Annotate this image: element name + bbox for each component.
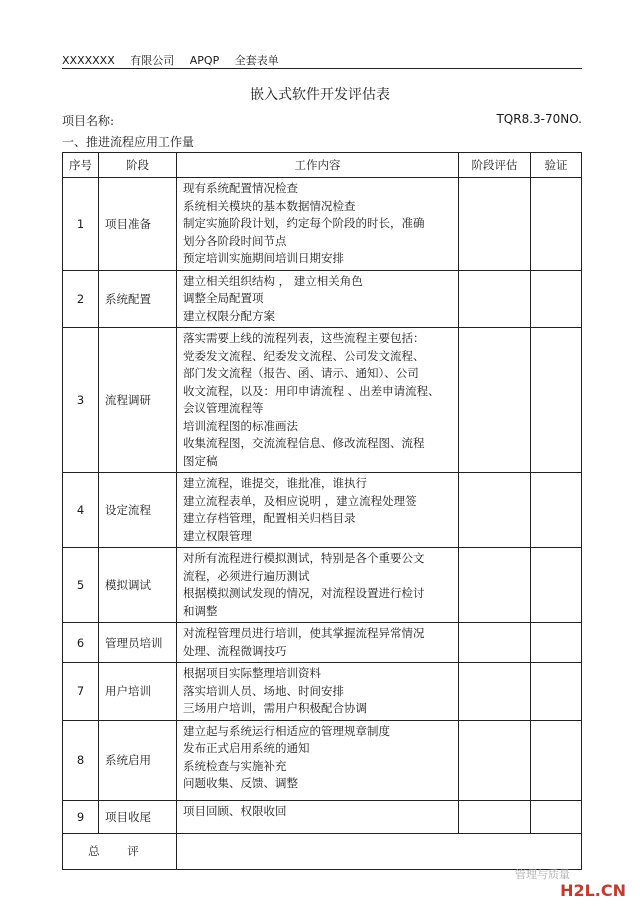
row-evaluation-cell[interactable] bbox=[459, 178, 531, 271]
content-line: 建立相关组织结构 ， 建立相关角色 bbox=[183, 273, 363, 288]
row-verification-cell[interactable] bbox=[531, 623, 582, 663]
header-divider bbox=[62, 68, 582, 69]
watermark-site: H2L.CN bbox=[560, 881, 626, 900]
row-number: 7 bbox=[63, 663, 99, 721]
form-code: TQR8.3-70NO. bbox=[496, 112, 582, 126]
content-line: 落实培训人员、场地、时间安排 bbox=[183, 683, 344, 698]
content-line: 建立流程，谁提交，谁批准，谁执行 bbox=[183, 476, 367, 490]
row-number: 2 bbox=[63, 270, 99, 328]
row-verification-cell[interactable] bbox=[531, 178, 582, 271]
row-stage: 模拟调试 bbox=[99, 548, 177, 623]
row-number: 3 bbox=[63, 328, 99, 473]
company-suffix: 有限公司 bbox=[130, 54, 175, 67]
content-line: 党委发文流程、纪委发文流程、公司发文流程、 bbox=[183, 348, 425, 363]
row-content bbox=[177, 548, 459, 623]
content-line: 图定稿 bbox=[183, 453, 218, 468]
content-line: 建立权限管理 bbox=[183, 528, 252, 543]
watermark-text: 管理与质量 bbox=[515, 868, 570, 881]
table-row bbox=[63, 800, 582, 833]
content-line: 现有系统配置情况检查 bbox=[183, 181, 298, 195]
row-evaluation-cell[interactable] bbox=[459, 800, 531, 833]
table-row bbox=[63, 270, 582, 328]
content-line: 会议管理流程等 bbox=[183, 401, 264, 415]
summary-label: 总 评 bbox=[63, 833, 177, 869]
document-title: 嵌入式软件开发评估表 bbox=[250, 87, 390, 103]
content-line: 建立起与系统运行相适应的管理规章制度 bbox=[183, 723, 390, 738]
content-line: 培训流程图的标准画法 bbox=[183, 418, 298, 433]
row-stage: 项目准备 bbox=[99, 178, 177, 271]
row-verification-cell[interactable] bbox=[531, 328, 582, 473]
content-line: 对所有流程进行模拟测试，特别是各个重要公文 bbox=[183, 551, 425, 565]
row-content bbox=[177, 623, 459, 663]
col-header-evaluation: 阶段评估 bbox=[459, 153, 531, 178]
col-header-verification: 验证 bbox=[531, 153, 582, 178]
row-verification-cell[interactable] bbox=[531, 548, 582, 623]
row-verification-cell[interactable] bbox=[531, 720, 582, 800]
content-line: 三场用户培训，需用户积极配合协调 bbox=[183, 701, 367, 715]
content-line: 收集流程图，交流流程信息、修改流程图、流程 bbox=[183, 436, 425, 450]
table-row bbox=[63, 178, 582, 271]
content-line: 和调整 bbox=[183, 603, 218, 618]
page-header bbox=[62, 52, 582, 68]
content-line: 系统检查与实施补充 bbox=[183, 758, 287, 773]
row-stage: 系统配置 bbox=[99, 270, 177, 328]
content-line: 处理、流程微调技巧 bbox=[183, 643, 287, 658]
row-number: 1 bbox=[63, 178, 99, 271]
row-verification-cell[interactable] bbox=[531, 800, 582, 833]
row-stage: 用户培训 bbox=[99, 663, 177, 721]
table-row bbox=[63, 663, 582, 721]
row-content bbox=[177, 328, 459, 473]
content-line: 项目回顾、权限收回 bbox=[183, 803, 287, 818]
row-stage: 项目收尾 bbox=[99, 800, 177, 833]
summary-cell[interactable] bbox=[177, 833, 582, 869]
content-line: 流程，必须进行遍历测试 bbox=[183, 568, 310, 583]
row-content bbox=[177, 720, 459, 800]
row-content bbox=[177, 663, 459, 721]
row-number: 5 bbox=[63, 548, 99, 623]
row-evaluation-cell[interactable] bbox=[459, 720, 531, 800]
row-content bbox=[177, 270, 459, 328]
row-evaluation-cell[interactable] bbox=[459, 548, 531, 623]
row-evaluation-cell[interactable] bbox=[459, 623, 531, 663]
row-stage: 系统启用 bbox=[99, 720, 177, 800]
row-evaluation-cell[interactable] bbox=[459, 473, 531, 548]
row-verification-cell[interactable] bbox=[531, 473, 582, 548]
content-line: 系统相关模块的基本数据情况检查 bbox=[183, 198, 356, 213]
apqp-label: APQP bbox=[189, 54, 220, 67]
table-row bbox=[63, 623, 582, 663]
col-header-stage: 阶段 bbox=[99, 153, 177, 178]
row-evaluation-cell[interactable] bbox=[459, 663, 531, 721]
table-row bbox=[63, 720, 582, 800]
content-line: 划分各阶段时间节点 bbox=[183, 233, 287, 248]
row-stage: 流程调研 bbox=[99, 328, 177, 473]
content-line: 建立存档管理，配置相关归档目录 bbox=[183, 511, 356, 525]
row-verification-cell[interactable] bbox=[531, 270, 582, 328]
row-number: 6 bbox=[63, 623, 99, 663]
section-heading: 一、推进流程应用工作量 bbox=[62, 135, 195, 149]
col-header-no: 序号 bbox=[63, 153, 99, 178]
table-row bbox=[63, 548, 582, 623]
row-evaluation-cell[interactable] bbox=[459, 328, 531, 473]
evaluation-table bbox=[62, 152, 582, 870]
content-line: 建立权限分配方案 bbox=[183, 308, 275, 323]
project-name-label: 项目名称: bbox=[62, 114, 115, 128]
content-line: 调整全局配置项 bbox=[183, 291, 264, 305]
content-line: 预定培训实施期间培训日期安排 bbox=[183, 251, 344, 265]
row-stage: 管理员培训 bbox=[99, 623, 177, 663]
row-content bbox=[177, 800, 459, 833]
row-stage: 设定流程 bbox=[99, 473, 177, 548]
table-header-row bbox=[63, 153, 582, 178]
content-line: 建立流程表单，及相应说明 ，建立流程处理签 bbox=[183, 493, 417, 508]
col-header-content: 工作内容 bbox=[177, 153, 459, 178]
content-line: 落实需要上线的流程列表，这些流程主要包括： bbox=[183, 331, 425, 345]
content-line: 对流程管理员进行培训，使其掌握流程异常情况 bbox=[183, 626, 425, 640]
row-number: 8 bbox=[63, 720, 99, 800]
content-line: 根据模拟测试发现的情况，对流程设置进行检讨 bbox=[183, 586, 425, 600]
content-line: 根据项目实际整理培训资料 bbox=[183, 666, 321, 680]
row-evaluation-cell[interactable] bbox=[459, 270, 531, 328]
table-row bbox=[63, 328, 582, 473]
table-row bbox=[63, 473, 582, 548]
row-content bbox=[177, 178, 459, 271]
row-number: 4 bbox=[63, 473, 99, 548]
content-line: 问题收集、反馈、调整 bbox=[183, 776, 298, 790]
form-set-label: 全套表单 bbox=[234, 54, 279, 67]
company-name: XXXXXXX bbox=[62, 54, 115, 67]
content-line: 发布正式启用系统的通知 bbox=[183, 741, 310, 755]
summary-row bbox=[63, 833, 582, 869]
content-line: 部门发文流程（报告、函、请示、通知）、公司 bbox=[183, 366, 419, 380]
row-content bbox=[177, 473, 459, 548]
row-verification-cell[interactable] bbox=[531, 663, 582, 721]
content-line: 收文流程，以及：用印申请流程 、出差申请流程、 bbox=[183, 383, 440, 398]
row-number: 9 bbox=[63, 800, 99, 833]
content-line: 制定实施阶段计划，约定每个阶段的时长，准确 bbox=[183, 216, 425, 230]
